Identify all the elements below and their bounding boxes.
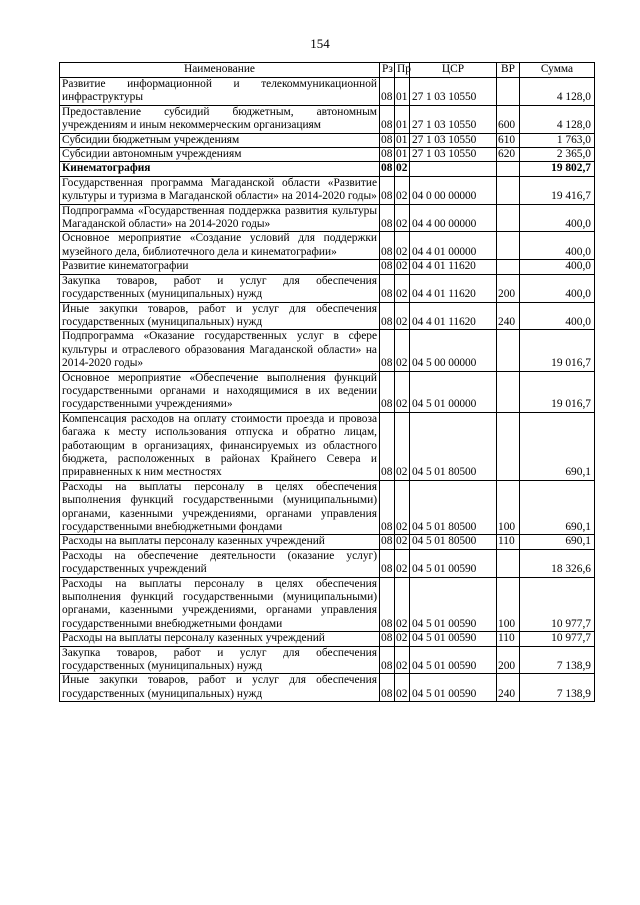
table-row bbox=[60, 260, 595, 274]
cell-sum: 2 365,0 bbox=[520, 148, 595, 162]
cell-name: Закупка товаров, работ и услуг для обеспечения государственных (муниципальных) нужд bbox=[60, 646, 380, 674]
cell-rz: 08 bbox=[380, 412, 395, 480]
cell-vr: 100 bbox=[497, 577, 520, 632]
cell-csr: 04 4 01 00000 bbox=[410, 232, 497, 260]
cell-name: Иные закупки товаров, работ и услуг для обеспечения государственных (муниципальных) нужд bbox=[60, 674, 380, 702]
cell-csr: 04 5 01 80500 bbox=[410, 535, 497, 549]
cell-vr bbox=[497, 232, 520, 260]
cell-sum: 400,0 bbox=[520, 204, 595, 232]
cell-csr: 04 5 01 00590 bbox=[410, 646, 497, 674]
cell-rz: 08 bbox=[380, 260, 395, 274]
cell-csr: 27 1 03 10550 bbox=[410, 105, 497, 133]
cell-sum: 7 138,9 bbox=[520, 646, 595, 674]
cell-sum: 690,1 bbox=[520, 412, 595, 480]
cell-name: Расходы на выплаты персоналу казенных учреждений bbox=[60, 632, 380, 646]
table-row bbox=[60, 632, 595, 646]
table-row bbox=[60, 148, 595, 162]
cell-name: Подпрограмма «Государственная поддержка развития культуры Магаданской области» на 2014-2020 годы» bbox=[60, 204, 380, 232]
cell-sum: 10 977,7 bbox=[520, 577, 595, 632]
budget-table bbox=[59, 62, 595, 702]
cell-name: Закупка товаров, работ и услуг для обеспечения государственных (муниципальных) нужд bbox=[60, 274, 380, 302]
table-row bbox=[60, 330, 595, 371]
cell-sum: 400,0 bbox=[520, 302, 595, 330]
cell-vr bbox=[497, 412, 520, 480]
cell-rz: 08 bbox=[380, 78, 395, 106]
cell-sum: 19 416,7 bbox=[520, 176, 595, 204]
cell-sum: 1 763,0 bbox=[520, 133, 595, 147]
cell-name: Основное мероприятие «Создание условий для поддержки музейного дела, библиотечного дела и кинематографии» bbox=[60, 232, 380, 260]
cell-vr bbox=[497, 549, 520, 577]
cell-rz: 08 bbox=[380, 646, 395, 674]
cell-pr: 02 bbox=[395, 274, 410, 302]
cell-vr bbox=[497, 176, 520, 204]
cell-rz: 08 bbox=[380, 162, 395, 176]
cell-vr: 200 bbox=[497, 646, 520, 674]
table-row bbox=[60, 577, 595, 632]
cell-rz: 08 bbox=[380, 535, 395, 549]
cell-vr bbox=[497, 330, 520, 371]
cell-name: Подпрограмма «Оказание государственных услуг в сфере культуры и отраслевого образования Магаданской области» на 2014-2020 годы» bbox=[60, 330, 380, 371]
cell-csr: 27 1 03 10550 bbox=[410, 78, 497, 106]
cell-vr: 200 bbox=[497, 274, 520, 302]
cell-rz: 08 bbox=[380, 274, 395, 302]
cell-vr: 240 bbox=[497, 302, 520, 330]
cell-pr: 02 bbox=[395, 330, 410, 371]
table-row bbox=[60, 535, 595, 549]
cell-sum: 400,0 bbox=[520, 274, 595, 302]
cell-vr: 100 bbox=[497, 480, 520, 535]
cell-pr: 02 bbox=[395, 412, 410, 480]
cell-sum: 690,1 bbox=[520, 480, 595, 535]
cell-csr: 04 4 00 00000 bbox=[410, 204, 497, 232]
cell-sum: 19 802,7 bbox=[520, 162, 595, 176]
cell-vr: 240 bbox=[497, 674, 520, 702]
cell-sum: 19 016,7 bbox=[520, 371, 595, 412]
table-row bbox=[60, 549, 595, 577]
table-row bbox=[60, 371, 595, 412]
cell-pr: 02 bbox=[395, 260, 410, 274]
cell-rz: 08 bbox=[380, 480, 395, 535]
cell-name: Субсидии бюджетным учреждениям bbox=[60, 133, 380, 147]
cell-csr bbox=[410, 162, 497, 176]
cell-rz: 08 bbox=[380, 133, 395, 147]
cell-pr: 02 bbox=[395, 632, 410, 646]
cell-pr: 02 bbox=[395, 204, 410, 232]
cell-name: Расходы на выплаты персоналу в целях обеспечения выполнения функций государственными (муниципальными) органами, казенными учреждениями, органами управления государственными внебюджетными фондами bbox=[60, 480, 380, 535]
header-sum: Сумма bbox=[520, 63, 595, 78]
cell-vr bbox=[497, 371, 520, 412]
page-number: 154 bbox=[310, 36, 330, 51]
cell-csr: 27 1 03 10550 bbox=[410, 148, 497, 162]
cell-vr: 110 bbox=[497, 535, 520, 549]
header-name: Наименование bbox=[60, 63, 380, 78]
cell-sum: 19 016,7 bbox=[520, 330, 595, 371]
cell-csr: 04 4 01 11620 bbox=[410, 274, 497, 302]
cell-csr: 04 5 00 00000 bbox=[410, 330, 497, 371]
table-row bbox=[60, 204, 595, 232]
cell-rz: 08 bbox=[380, 105, 395, 133]
cell-csr: 04 5 01 00590 bbox=[410, 577, 497, 632]
table-row bbox=[60, 78, 595, 106]
cell-sum: 7 138,9 bbox=[520, 674, 595, 702]
cell-vr: 110 bbox=[497, 632, 520, 646]
cell-sum: 400,0 bbox=[520, 260, 595, 274]
cell-vr: 610 bbox=[497, 133, 520, 147]
cell-rz: 08 bbox=[380, 302, 395, 330]
cell-sum: 4 128,0 bbox=[520, 105, 595, 133]
cell-rz: 08 bbox=[380, 632, 395, 646]
table-row bbox=[60, 274, 595, 302]
cell-pr: 02 bbox=[395, 577, 410, 632]
cell-pr: 02 bbox=[395, 674, 410, 702]
cell-pr: 02 bbox=[395, 535, 410, 549]
cell-csr: 27 1 03 10550 bbox=[410, 133, 497, 147]
cell-pr: 02 bbox=[395, 480, 410, 535]
cell-pr: 02 bbox=[395, 232, 410, 260]
cell-rz: 08 bbox=[380, 674, 395, 702]
cell-name: Кинематография bbox=[60, 162, 380, 176]
cell-csr: 04 0 00 00000 bbox=[410, 176, 497, 204]
cell-vr: 620 bbox=[497, 148, 520, 162]
table-header-row bbox=[60, 63, 595, 78]
cell-pr: 02 bbox=[395, 302, 410, 330]
cell-vr bbox=[497, 162, 520, 176]
cell-pr: 02 bbox=[395, 162, 410, 176]
cell-name: Государственная программа Магаданской области «Развитие культуры и туризма в Магаданской области» на 2014-2020 годы» bbox=[60, 176, 380, 204]
cell-sum: 690,1 bbox=[520, 535, 595, 549]
cell-name: Развитие кинематографии bbox=[60, 260, 380, 274]
cell-name: Иные закупки товаров, работ и услуг для обеспечения государственных (муниципальных) нужд bbox=[60, 302, 380, 330]
cell-name: Компенсация расходов на оплату стоимости проезда и провоза багажа к месту использования отпуска и обратно лицам, работающим в организациях, финансируемых из областного бюджета, расположенных в районах Крайнего Севера и приравненных к ним местностях bbox=[60, 412, 380, 480]
cell-rz: 08 bbox=[380, 148, 395, 162]
cell-csr: 04 5 01 00000 bbox=[410, 371, 497, 412]
cell-pr: 01 bbox=[395, 78, 410, 106]
table-row bbox=[60, 302, 595, 330]
cell-pr: 02 bbox=[395, 646, 410, 674]
cell-name: Основное мероприятие «Обеспечение выполнения функций государственными органами и находящимися в их ведении государственными учреждениями» bbox=[60, 371, 380, 412]
cell-rz: 08 bbox=[380, 232, 395, 260]
cell-name: Расходы на выплаты персоналу казенных учреждений bbox=[60, 535, 380, 549]
cell-csr: 04 5 01 00590 bbox=[410, 674, 497, 702]
cell-name: Предоставление субсидий бюджетным, автономным учреждениям и иным некоммерческим организациям bbox=[60, 105, 380, 133]
table-row bbox=[60, 674, 595, 702]
cell-vr bbox=[497, 204, 520, 232]
cell-pr: 02 bbox=[395, 176, 410, 204]
table-row bbox=[60, 162, 595, 176]
cell-sum: 400,0 bbox=[520, 232, 595, 260]
cell-rz: 08 bbox=[380, 204, 395, 232]
cell-sum: 18 326,6 bbox=[520, 549, 595, 577]
cell-pr: 01 bbox=[395, 133, 410, 147]
header-rz: Рз bbox=[380, 63, 395, 78]
table-row bbox=[60, 176, 595, 204]
table-row bbox=[60, 133, 595, 147]
cell-csr: 04 5 01 80500 bbox=[410, 480, 497, 535]
table-row bbox=[60, 105, 595, 133]
cell-sum: 10 977,7 bbox=[520, 632, 595, 646]
table-row bbox=[60, 232, 595, 260]
cell-vr: 600 bbox=[497, 105, 520, 133]
table-row bbox=[60, 412, 595, 480]
cell-rz: 08 bbox=[380, 549, 395, 577]
cell-name: Расходы на обеспечение деятельности (оказание услуг) государственных учреждений bbox=[60, 549, 380, 577]
cell-vr bbox=[497, 260, 520, 274]
cell-rz: 08 bbox=[380, 371, 395, 412]
cell-csr: 04 4 01 11620 bbox=[410, 260, 497, 274]
cell-pr: 01 bbox=[395, 105, 410, 133]
cell-pr: 02 bbox=[395, 371, 410, 412]
table-row bbox=[60, 480, 595, 535]
cell-pr: 02 bbox=[395, 549, 410, 577]
cell-name: Развитие информационной и телекоммуникационной инфраструктуры bbox=[60, 78, 380, 106]
table-body bbox=[60, 78, 595, 702]
table-row bbox=[60, 646, 595, 674]
cell-rz: 08 bbox=[380, 577, 395, 632]
cell-pr: 01 bbox=[395, 148, 410, 162]
cell-rz: 08 bbox=[380, 176, 395, 204]
cell-csr: 04 5 01 00590 bbox=[410, 632, 497, 646]
cell-csr: 04 4 01 11620 bbox=[410, 302, 497, 330]
header-csr: ЦСР bbox=[410, 63, 497, 78]
cell-name: Субсидии автономным учреждениям bbox=[60, 148, 380, 162]
cell-sum: 4 128,0 bbox=[520, 78, 595, 106]
cell-csr: 04 5 01 80500 bbox=[410, 412, 497, 480]
cell-vr bbox=[497, 78, 520, 106]
cell-csr: 04 5 01 00590 bbox=[410, 549, 497, 577]
header-vr: ВР bbox=[497, 63, 520, 78]
cell-name: Расходы на выплаты персоналу в целях обеспечения выполнения функций государственными (муниципальными) органами, казенными учреждениями, органами управления государственными внебюджетными фондами bbox=[60, 577, 380, 632]
header-pr: Пр bbox=[395, 63, 410, 78]
cell-rz: 08 bbox=[380, 330, 395, 371]
